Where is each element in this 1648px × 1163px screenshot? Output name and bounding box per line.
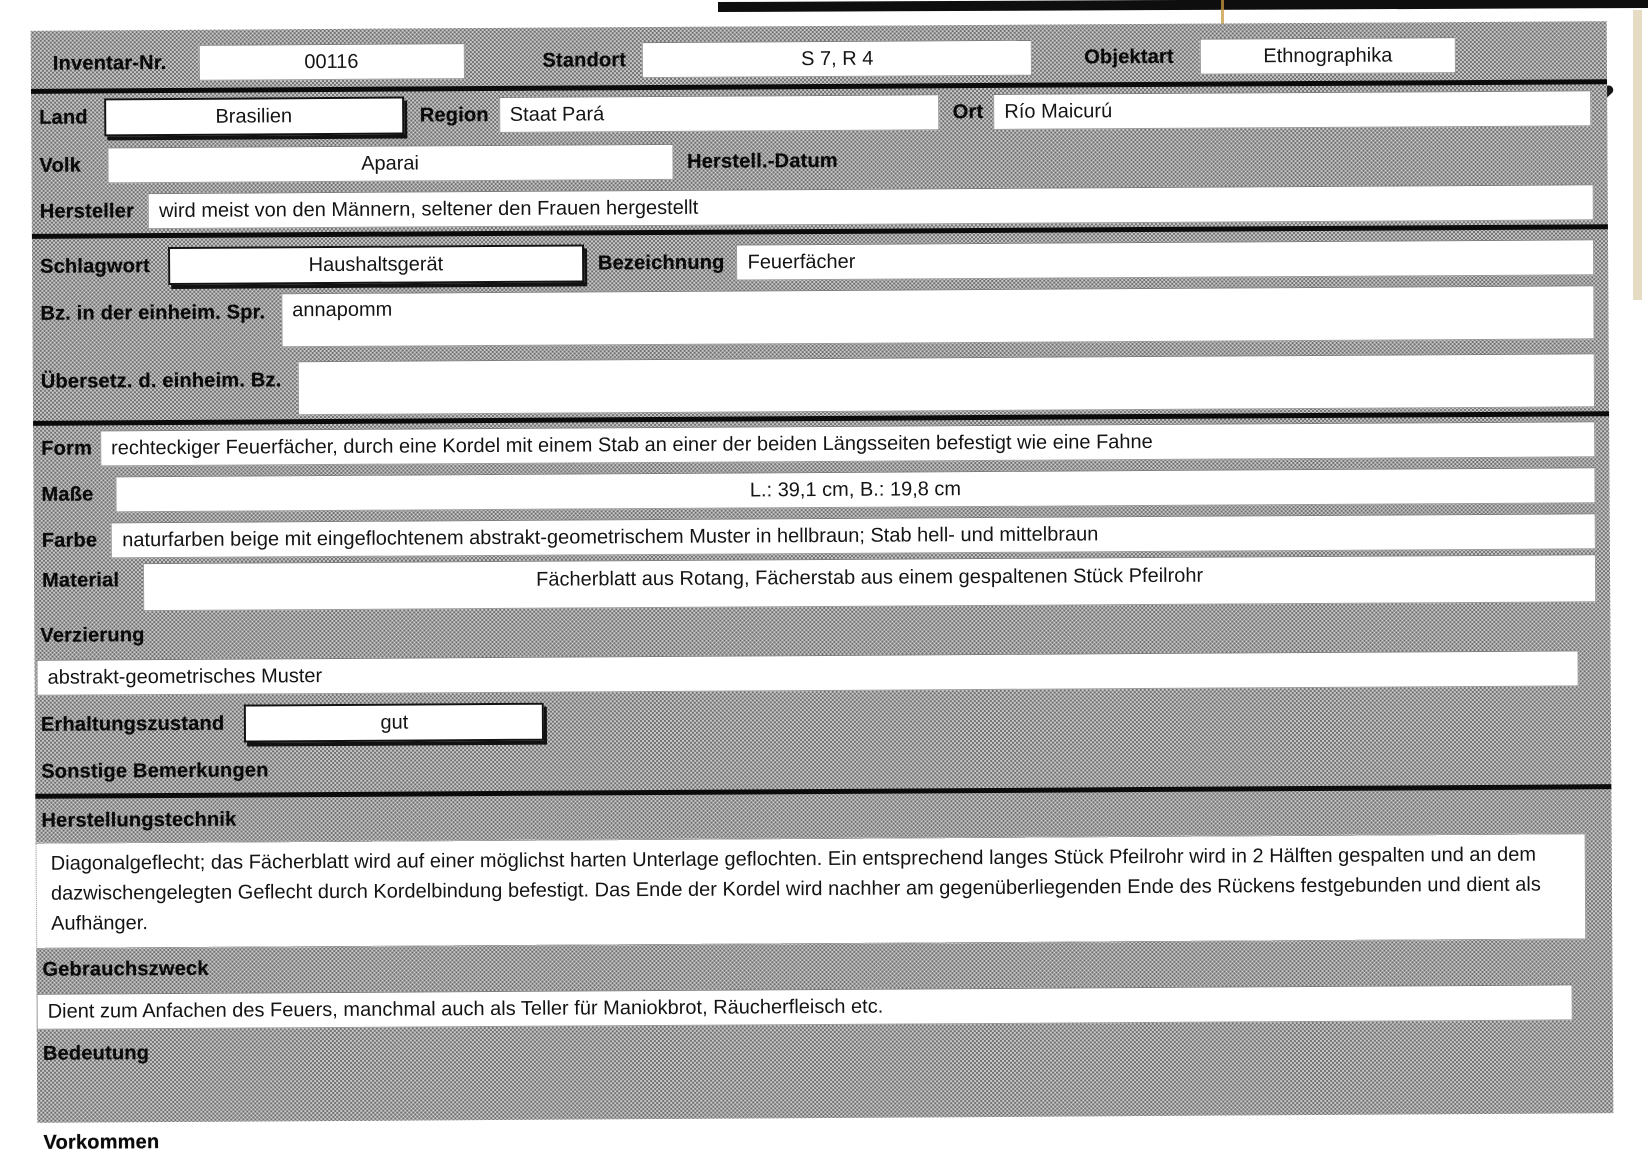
vorkommen-label: Vorkommen [43, 1130, 160, 1154]
gebrauchszweck-label: Gebrauchszweck [42, 957, 209, 981]
bz-einheim-row [32, 285, 1608, 353]
sonstige-label: Sonstige Bemerkungen [41, 758, 269, 783]
verzierung-label: Verzierung [40, 623, 145, 647]
scan-page-edge [1633, 10, 1642, 300]
erhaltungszustand-label: Erhaltungszustand [40, 712, 225, 736]
inventar-nr-field[interactable]: 00116 [198, 43, 464, 81]
hersteller-label: Hersteller [39, 199, 135, 223]
standort-field[interactable]: S 7, R 4 [642, 40, 1032, 78]
schlagwort-dropdown[interactable]: Haushaltsgerät [168, 244, 584, 285]
verzierung-field[interactable]: abstrakt-geometrisches Muster [37, 650, 1579, 695]
volk-label: Volk [39, 154, 82, 177]
masse-field[interactable]: L.: 39,1 cm, B.: 19,8 cm [115, 467, 1595, 512]
bz-einheim-label: Bz. in der einheim. Spr. [40, 301, 266, 325]
farbe-label: Farbe [41, 528, 98, 552]
inventar-nr-label: Inventar-Nr. [52, 51, 167, 75]
uebersetz-row [33, 353, 1609, 421]
land-dropdown[interactable]: Brasilien [104, 97, 404, 137]
bezeichnung-label: Bezeichnung [597, 251, 725, 274]
header-row [31, 21, 1607, 89]
uebersetz-field[interactable] [297, 353, 1595, 415]
herstellungstechnik-value-row [36, 833, 1613, 949]
hersteller-field[interactable]: wird meist von den Männern, seltener den Frauen hergestellt [148, 184, 1594, 229]
masse-label: Maße [41, 482, 94, 506]
material-row [34, 554, 1610, 616]
herstell-datum-label: Herstell.-Datum [686, 149, 838, 173]
objektart-field[interactable]: Ethnographika [1200, 37, 1456, 75]
gebrauchszweck-field[interactable]: Dient zum Anfachen des Feuers, manchmal auch als Teller für Maniokbrot, Räucherfleisch etc. [37, 984, 1573, 1029]
region-label: Region [419, 103, 489, 126]
ort-label: Ort [952, 100, 984, 123]
material-field[interactable]: Fächerblatt aus Rotang, Fächerstab aus einem gespaltenen Stück Pfeilrohr [143, 554, 1596, 611]
schlagwort-row [32, 229, 1608, 295]
standort-label: Standort [542, 48, 627, 72]
volk-field[interactable]: Aparai [107, 144, 673, 183]
catalog-card [31, 21, 1614, 1154]
herstellungstechnik-label: Herstellungstechnik [41, 808, 237, 832]
ort-field[interactable]: Río Maicurú [993, 90, 1591, 130]
farbe-field[interactable]: naturfarben beige mit eingeflochtenem abstrakt-geometrischem Muster in hellbraun; Stab hell- und mittelbraun [111, 513, 1596, 558]
bz-einheim-field[interactable]: annapomm [281, 285, 1594, 347]
objektart-label: Objektart [1084, 45, 1174, 68]
bezeichnung-field[interactable]: Feuerfächer [736, 239, 1594, 280]
form-field[interactable]: rechteckiger Feuerfächer, durch eine Kordel mit einem Stab an einer der beiden Längsseiten befestigt wie eine Fahne [100, 421, 1595, 466]
material-label: Material [41, 569, 120, 592]
vorkommen-row [37, 1113, 1613, 1163]
uebersetz-label: Übersetz. d. einheim. Bz. [40, 369, 282, 393]
form-label: Form [41, 436, 93, 460]
region-field[interactable]: Staat Pará [499, 94, 939, 133]
scan-edge-bar [718, 0, 1648, 12]
herstellungstechnik-field[interactable]: Diagonalgeflecht; das Fächerblatt wird auf einer möglichst harten Unterlage geflochten. Ein entsprechend langes Stück Pfeilrohr wird in 2 Hälften gespalten und an dem dazwischengelegten Geflecht durch Kordelbindung befestigt. Das Ende der Kordel wird nachher am gegenüberliegenden Ende des Rückens festgebunden und dient als Aufhänger. [36, 833, 1587, 948]
land-label: Land [39, 105, 88, 129]
erhaltungszustand-dropdown[interactable]: gut [244, 703, 544, 743]
bedeutung-label: Bedeutung [42, 1041, 150, 1065]
schlagwort-label: Schlagwort [40, 254, 150, 278]
